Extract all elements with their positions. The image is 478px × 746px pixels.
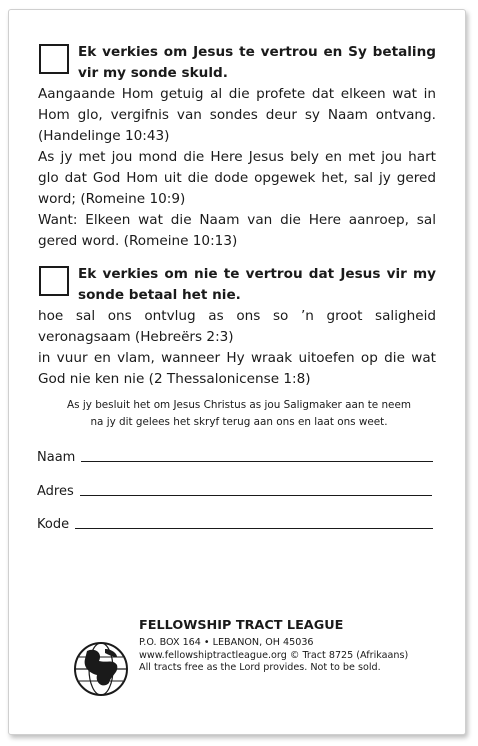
choice-reject [38,264,436,390]
code-label: Kode [37,517,70,532]
accept-checkbox[interactable] [39,44,69,74]
choice-accept [38,42,436,252]
org-address: P.O. BOX 164 • LEBANON, OH 45036 [139,637,314,648]
reject-checkbox[interactable] [39,266,69,296]
address-field[interactable] [37,484,432,499]
globe-logo-icon [73,641,129,697]
verse-hebrews-2-3: hoe sal ons ontvlug as ons so ’n groot saligheid veronagsaam (Hebreërs 2:3) [38,308,436,345]
choice-accept-heading: Ek verkies om Jesus te vertrou en Sy betaling vir my sonde skuld. [78,44,436,81]
org-name: FELLOWSHIP TRACT LEAGUE [139,618,344,633]
choice-reject-heading: Ek verkies om nie te vertrou dat Jesus vir my sonde betaal het nie. [78,266,436,303]
publisher-footer [139,618,439,675]
name-line[interactable] [81,461,433,462]
choice-reject-head [38,264,436,306]
code-line[interactable] [75,528,433,529]
name-field[interactable] [37,450,433,465]
address-label: Adres [37,484,74,499]
verse-acts-10-43: Aangaande Hom getuig al die profete dat elkeen wat in Hom glo, vergifnis van sondes deur sy Naam ontvang. (Handelinge 10:43) [38,86,436,144]
verse-romans-10-13: Want: Elkeen wat die Naam van die Here aanroep, sal gered word. (Romeine 10:13) [38,212,436,249]
org-web: www.fellowshiptractleague.org © Tract 8725 (Afrikaans) [139,649,409,661]
name-label: Naam [37,450,76,465]
verse-romans-10-9: As jy met jou mond die Here Jesus bely en met jou hart glo dat God Hom uit die dode opgewek het, sal jy gered word; (Romeine 10:9) [38,149,436,207]
reply-instruction: As jy besluit het om Jesus Christus as jou Saligmaker aan te neem na jy dit gelees het skryf terug aan ons en laat ons weet. [67,399,411,428]
address-line[interactable] [80,495,432,496]
code-field[interactable] [37,517,433,532]
choice-accept-head [38,42,436,84]
free-note: All tracts free as the Lord provides. Not to be sold. [139,662,381,673]
verse-2-thessalonians-1-8: in vuur en vlam, wanneer Hy wraak uitoefen op die wat God nie ken nie (2 Thessalonicense 1:8) [38,350,436,387]
